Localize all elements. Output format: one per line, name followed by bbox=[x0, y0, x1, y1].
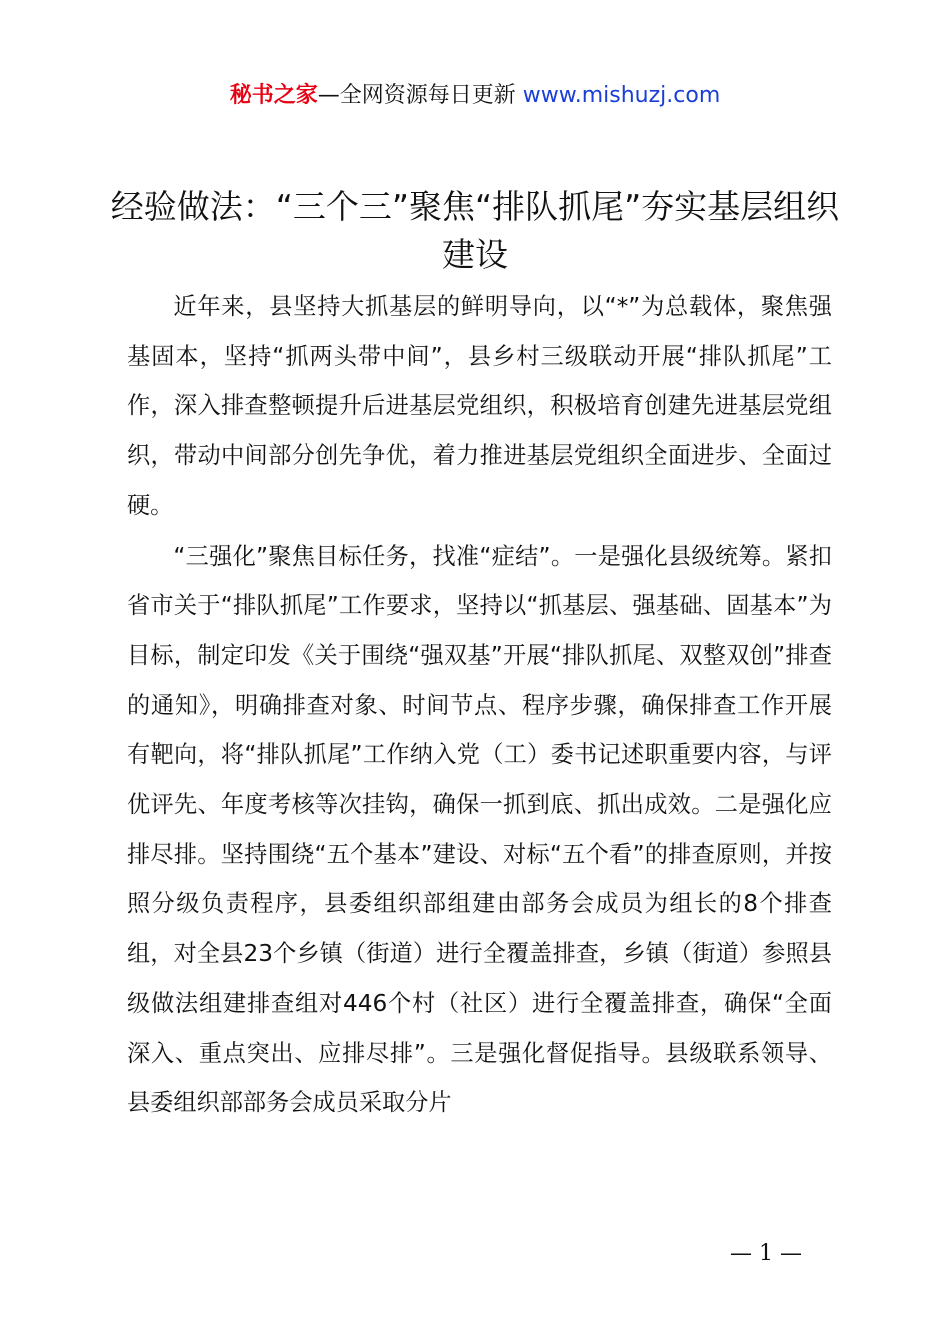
document-body bbox=[127, 282, 832, 1128]
body-paragraph: 近年来，县坚持大抓基层的鲜明导向，以“*”为总载体，聚焦强基固本，坚持“抓两头带中间”，县乡村三级联动开展“排队抓尾”工作，深入排查整顿提升后进基层党组织，积极培育创建先进基层党组织，带动中间部分创先争优，着力推进基层党组织全面进步、全面过硬。 bbox=[127, 293, 832, 519]
page-number: — 1 — bbox=[730, 1241, 802, 1266]
header-tagline: —全网资源每日更新 bbox=[317, 83, 516, 108]
page-number-footer bbox=[0, 1238, 950, 1270]
website-link[interactable]: www.mishuzj.com bbox=[515, 83, 721, 108]
document-title: 经验做法：“三个三”聚焦“排队抓尾”夯实基层组织建设 bbox=[110, 187, 840, 274]
brand-name: 秘书之家 bbox=[229, 83, 318, 108]
site-header bbox=[0, 80, 950, 112]
body-paragraph: “三强化”聚焦目标任务，找准“症结”。一是强化县级统筹。紧扣省市关于“排队抓尾”工作要求，坚持以“抓基层、强基础、固基本”为目标，制定印发《关于围绕“强双基”开展“排队抓尾、双整双创”排查的通知》，明确排查对象、时间节点、程序步骤，确保排查工作开展有靶向，将“排队抓尾”工作纳入党（工）委书记述职重要内容，与评优评先、年度考核等次挂钩，确保一抓到底、抓出成效。二是强化应排尽排。坚持围绕“五个基本”建设、对标“五个看”的排查原则，并按照分级负责程序，县委组织部组建由部务会成员为组长的8个排查组，对全县23个乡镇（街道）进行全覆盖排查，乡镇（街道）参照县级做法组建排查组对446个村（社区）进行全覆盖排查，确保“全面深入、重点突出、应排尽排”。三是强化督促指导。县级联系领导、县委组织部部务会成员采取分片 bbox=[127, 542, 832, 1117]
